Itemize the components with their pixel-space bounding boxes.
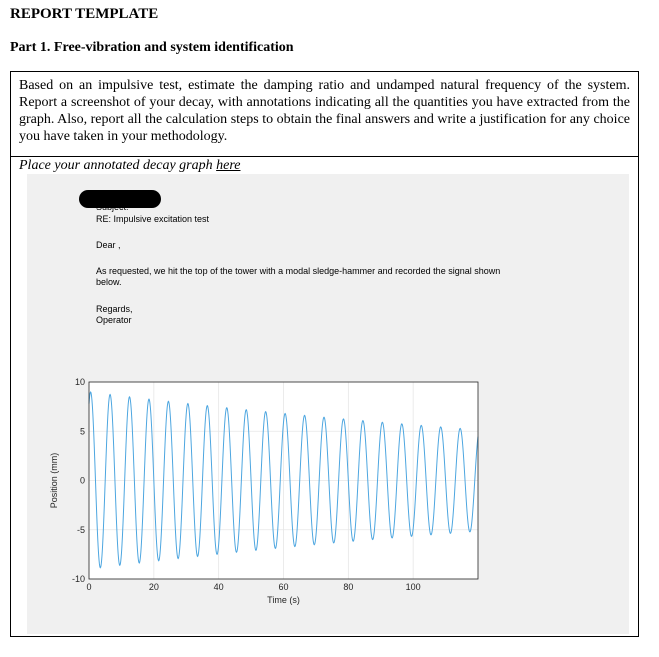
decay-screenshot — [27, 174, 629, 634]
x-tick-label: 100 — [405, 582, 421, 592]
x-tick-label: 80 — [343, 582, 354, 592]
y-tick-label: 10 — [74, 377, 85, 387]
x-tick-label: 20 — [148, 582, 159, 592]
placeholder-link[interactable]: here — [216, 158, 241, 173]
y-tick-label: -10 — [71, 574, 85, 584]
x-tick-label: 40 — [213, 582, 224, 592]
x-tick-label: 60 — [278, 582, 289, 592]
email-signature: Operator — [96, 315, 132, 325]
placeholder-prefix: Place your annotated decay graph — [19, 158, 217, 173]
part-heading: Part 1. Free-vibration and system identification — [10, 40, 294, 55]
graph-box — [10, 156, 639, 637]
email-greeting: Dear , — [96, 240, 121, 250]
email-closing: Regards, — [96, 304, 133, 314]
decay-plot — [27, 374, 629, 634]
report-title: REPORT TEMPLATE — [10, 6, 159, 22]
email-re-line: RE: Impulsive excitation test — [96, 214, 210, 224]
email-body-line1: As requested, we hit the top of the tower with a modal sledge-hammer and recorded the signal shown — [96, 266, 501, 276]
x-axis-label: Time (s) — [267, 595, 300, 605]
placeholder-text — [19, 158, 240, 174]
email-body-line2: below. — [96, 277, 122, 287]
y-tick-label: -5 — [76, 524, 85, 535]
y-axis-label: Position (mm) — [49, 452, 59, 509]
instructions-box — [10, 71, 639, 157]
y-tick-label: 5 — [79, 426, 85, 437]
y-tick-label: 0 — [79, 475, 85, 486]
email-subject-label: Subject: — [96, 202, 129, 212]
x-tick-label: 0 — [86, 582, 92, 592]
instructions-text: Based on an impulsive test, estimate the damping ratio and undamped natural frequency of the system. Report a screenshot of your decay, with annotations indicating all the quantities you have extracted from the graph. Also, report all the calculation steps to obtain the final answers and write a justification for any choice you have taken in your methodology. — [19, 78, 630, 144]
